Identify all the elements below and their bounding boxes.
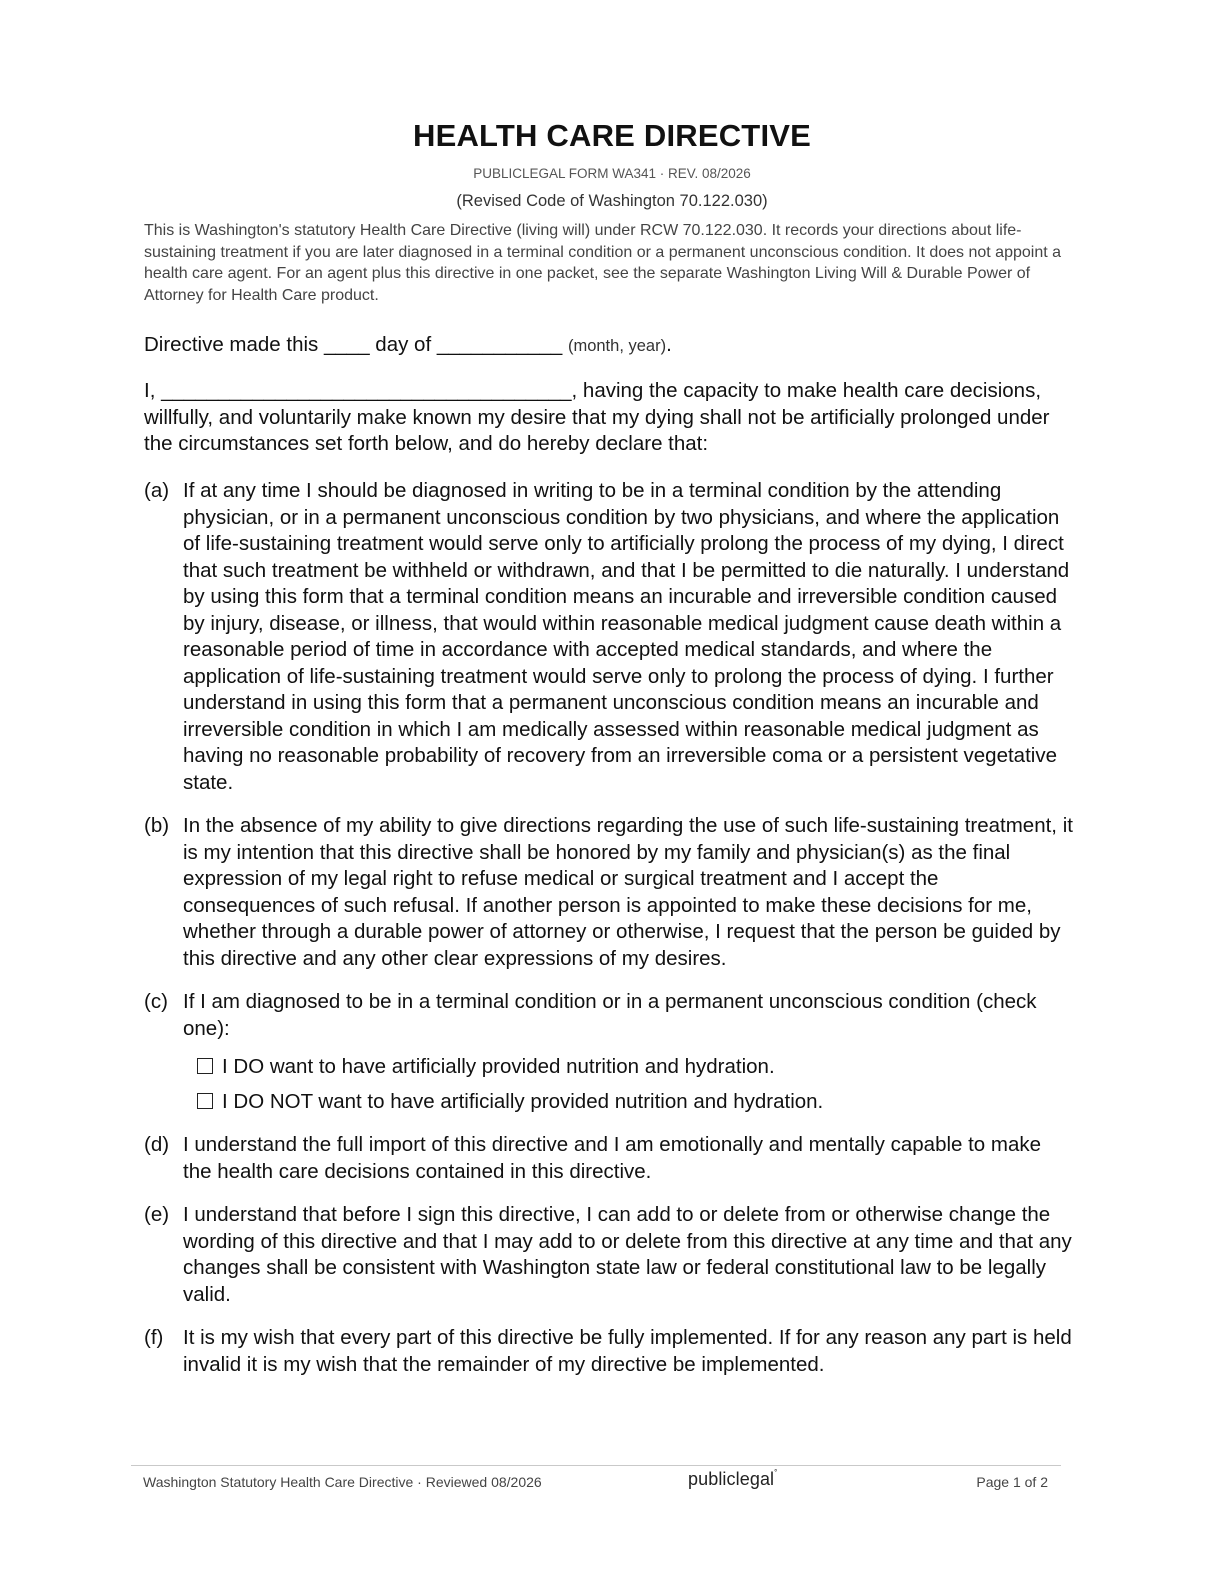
clause-marker: (b) (144, 814, 170, 837)
logo-mark: ° (774, 1468, 778, 1477)
clause-e (144, 1202, 1074, 1308)
option-label: I DO NOT want to have artificially provided nutrition and hydration. (222, 1090, 824, 1114)
clause-marker: (f) (144, 1326, 164, 1349)
clause-text: It is my wish that every part of this directive be fully implemented. If for any reason any part is held invalid it is my wish that the remainder of my directive be implemented. (183, 1326, 1072, 1376)
clause-f (144, 1325, 1074, 1378)
publiclegal-logo (688, 1469, 777, 1490)
option-do-want[interactable] (197, 1050, 1074, 1085)
clause-marker: (c) (144, 990, 168, 1013)
footer-document-name: Washington Statutory Health Care Directive · Reviewed 08/2026 (143, 1474, 542, 1490)
clause-list (144, 478, 1074, 1395)
clause-marker: (a) (144, 479, 170, 502)
clause-c (144, 989, 1074, 1120)
clause-marker: (d) (144, 1133, 170, 1156)
statute-reference: (Revised Code of Washington 70.122.030) (456, 192, 768, 210)
clause-text: In the absence of my ability to give directions regarding the use of such life-sustaining treatment, it is my intention that this directive shall be honored by my family and physician(s) as the final expression of my legal right to refuse medical or surgical treatment and I accept the consequences of such refusal. If another person is appointed to make these decisions for me, whether through a durable power of attorney or otherwise, I request that the person be guided by this directive and any other clear expressions of my desires. (183, 814, 1073, 970)
clause-b (144, 813, 1074, 972)
option-label: I DO want to have artificially provided nutrition and hydration. (222, 1055, 775, 1079)
date-line-note: (month, year) (567, 337, 667, 355)
date-line (144, 333, 672, 357)
option-do-not-want[interactable] (197, 1085, 1074, 1120)
date-line-end: . (666, 333, 672, 356)
clause-a (144, 478, 1074, 796)
clause-text: If I am diagnosed to be in a terminal condition or in a permanent unconscious condition (check one): (183, 990, 1037, 1040)
page-number: Page 1 of 2 (976, 1474, 1048, 1490)
logo-text: publiclegal (688, 1469, 775, 1489)
footer-divider (131, 1465, 1061, 1466)
form-identifier: PUBLICLEGAL FORM WA341 · REV. 08/2026 (473, 166, 751, 181)
declaration-paragraph: I, ____________________________________, having the capacity to make health care decisions, willfully, and voluntarily make known my desire that my dying shall not be artificially prolonged under the circumstances set forth below, and do hereby declare that: (144, 379, 1050, 455)
checkbox-do-want[interactable] (197, 1058, 213, 1074)
clause-text: If at any time I should be diagnosed in writing to be in a terminal condition by the attending physician, or in a permanent unconscious condition by two physicians, and where the application of life-sustaining treatment would serve only to artificially prolong the process of my dying, I direct that such treatment be withheld or withdrawn, and that I be permitted to die naturally. I understand by using this form that a terminal condition means an incurable and irreversible condition caused by injury, disease, or illness, that would within reasonable medical judgment cause death within a reasonable period of time in accordance with accepted medical standards, and where the application of life-sustaining treatment would serve only to prolong the process of dying. I further understand in using this form that a permanent unconscious condition means an incurable and irreversible condition in which I am medically assessed within reasonable medical judgment as having no reasonable probability of recovery from an irreversible coma or a persistent vegetative state. (183, 479, 1070, 794)
intro-paragraph: This is Washington's statutory Health Care Directive (living will) under RCW 70.122.030. It records your directions about life-sustaining treatment if you are later diagnosed in a terminal condition or a permanent unconscious condition. It does not appoint a health care agent. For an agent plus this directive in one packet, see the separate Washington Living Will & Durable Power of Attorney for Health Care product. (144, 222, 1062, 304)
nutrition-options (183, 1050, 1074, 1120)
checkbox-do-not-want[interactable] (197, 1093, 213, 1109)
clause-d (144, 1132, 1074, 1185)
clause-marker: (e) (144, 1203, 170, 1226)
clause-text: I understand the full import of this directive and I am emotionally and mentally capable to make the health care decisions contained in this directive. (183, 1133, 1042, 1183)
clause-text: I understand that before I sign this directive, I can add to or delete from or otherwise change the wording of this directive and that I may add to or delete from this directive at any time and that any changes shall be consistent with Washington state law or federal constitutional law to be legally valid. (183, 1203, 1072, 1306)
date-line-text: Directive made this ____ day of ___________ (144, 333, 568, 356)
document-title: HEALTH CARE DIRECTIVE (412, 118, 812, 153)
